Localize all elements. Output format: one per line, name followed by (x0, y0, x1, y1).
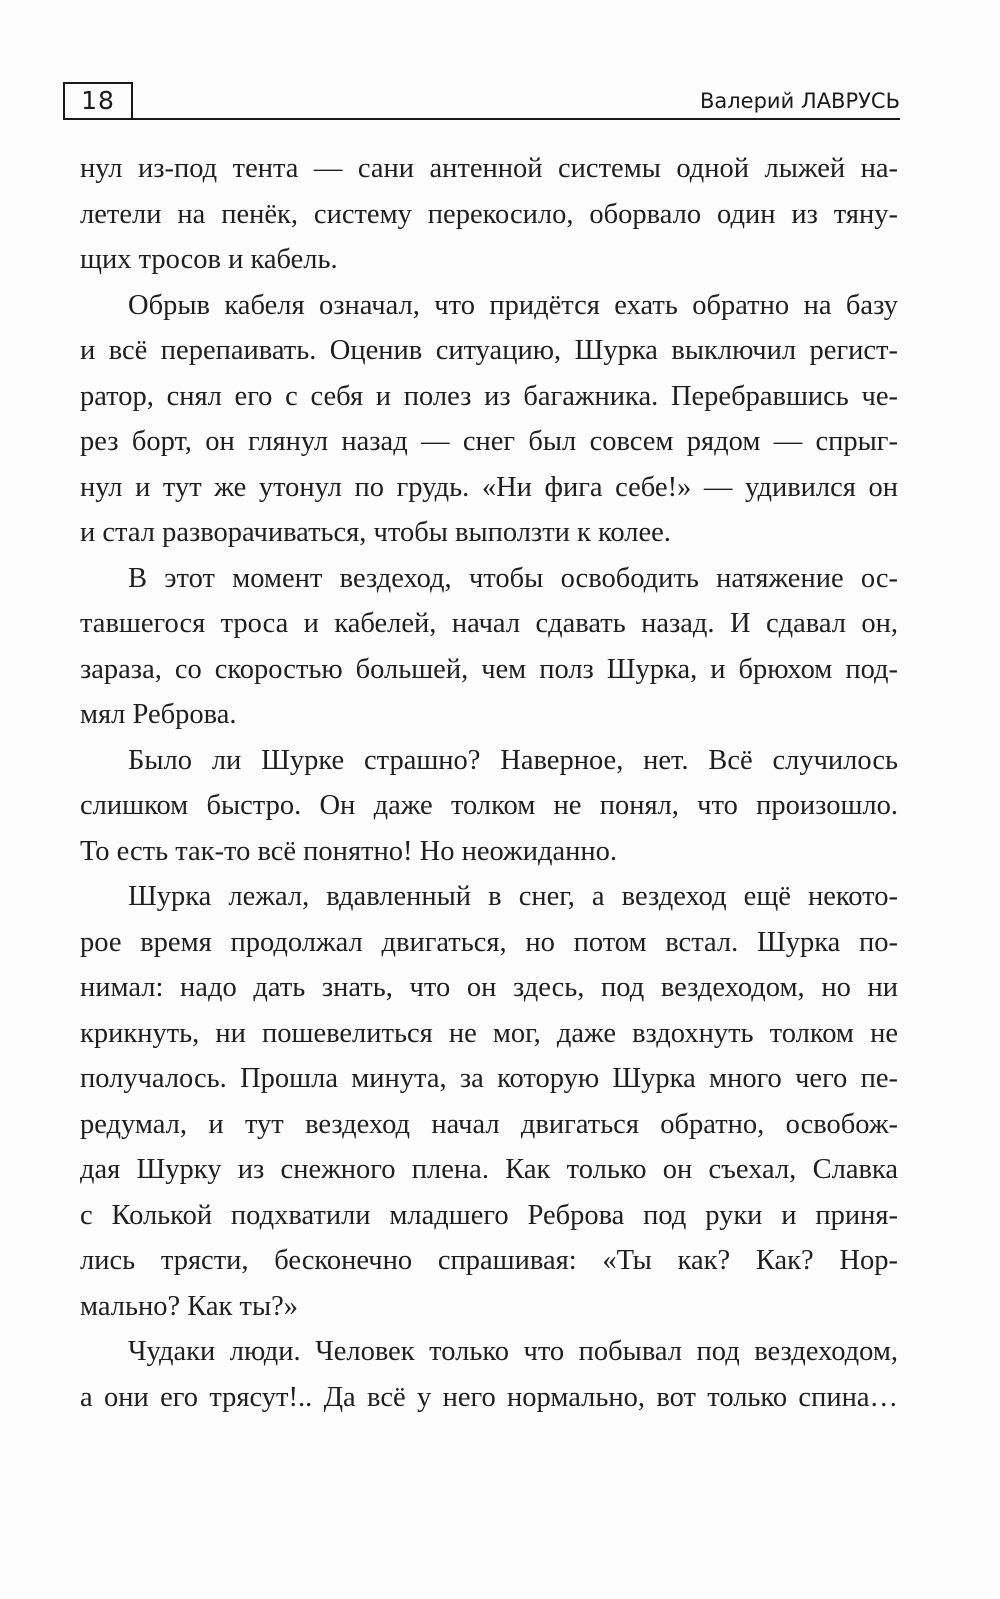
text-line: щих тросов и кабель. (80, 244, 338, 275)
paragraph-5 (80, 874, 898, 1329)
text-line: ратор, снял его с себя и полез из багажника. Перебравшись че- (80, 380, 898, 412)
text-line: дая Шурку из снежного плена. Как только он съехал, Славка (80, 1154, 898, 1185)
paragraph-3 (80, 556, 898, 738)
text-line: слишком быстро. Он даже толком не понял, что произошло. (80, 790, 898, 821)
text-line: зараза, со скоростью большей, чем полз Шурка, и брюхом под- (80, 653, 898, 685)
text-line: летели на пенёк, систему перекосило, оборвало один из тяну- (80, 198, 898, 230)
paragraph-1 (80, 146, 898, 283)
page-header (63, 78, 900, 120)
page-number-box (63, 82, 133, 120)
running-head-author: Валерий ЛАВРУСЬ (699, 89, 900, 113)
paragraph-6 (80, 1329, 898, 1420)
header-rule (63, 118, 900, 120)
text-line: редумал, и тут вездеход начал двигаться обратно, освобож- (80, 1108, 898, 1140)
text-line: мял Реброва. (80, 699, 237, 730)
text-line: и стал разворачиваться, чтобы выползти к колее. (80, 517, 671, 548)
body-text (80, 146, 898, 1420)
text-line: с Колькой подхватили младшего Реброва под руки и приня- (80, 1199, 898, 1231)
text-line: Обрыв кабеля означал, что придётся ехать обратно на базу (128, 289, 898, 321)
page-number: 18 (81, 86, 115, 115)
text-line: крикнуть, ни пошевелиться не мог, даже вздохнуть толком не (80, 1017, 898, 1049)
text-line: лись трясти, бесконечно спрашивая: «Ты как? Как? Нор- (80, 1245, 898, 1276)
text-line: рое время продолжал двигаться, но потом встал. Шурка по- (80, 926, 898, 958)
text-line: тавшегося троса и кабелей, начал сдавать назад. И сдавал он, (80, 608, 898, 639)
text-line: Чудаки люди. Человек только что побывал под вездеходом, (128, 1336, 898, 1367)
paragraph-4 (80, 738, 898, 875)
text-line: а они его трясут!.. Да всё у него нормально, вот только спина… (80, 1381, 898, 1413)
paragraph-2 (80, 283, 898, 556)
text-line: нул и тут же утонул по грудь. «Ни фига себе!» — удивился он (80, 471, 898, 503)
text-line: То есть так-то всё понятно! Но неожиданно. (80, 835, 617, 867)
text-line: нимал: надо дать знать, что он здесь, под вездеходом, но ни (80, 972, 898, 1003)
text-line: рез борт, он глянул назад — снег был совсем рядом — спрыг- (80, 426, 898, 457)
text-line: Было ли Шурке страшно? Наверное, нет. Всё случилось (128, 744, 898, 776)
text-line: получалось. Прошла минута, за которую Шурка много чего пе- (80, 1063, 898, 1094)
text-line: Шурка лежал, вдавленный в снег, а вездеход ещё некото- (128, 881, 898, 912)
text-line: и всё перепаивать. Оценив ситуацию, Шурка выключил регист- (80, 335, 898, 366)
text-line: В этот момент вездеход, чтобы освободить натяжение ос- (128, 562, 898, 594)
text-line: мально? Как ты?» (80, 1290, 298, 1322)
text-line: нул из-под тента — сани антенной системы одной лыжей на- (80, 153, 898, 184)
